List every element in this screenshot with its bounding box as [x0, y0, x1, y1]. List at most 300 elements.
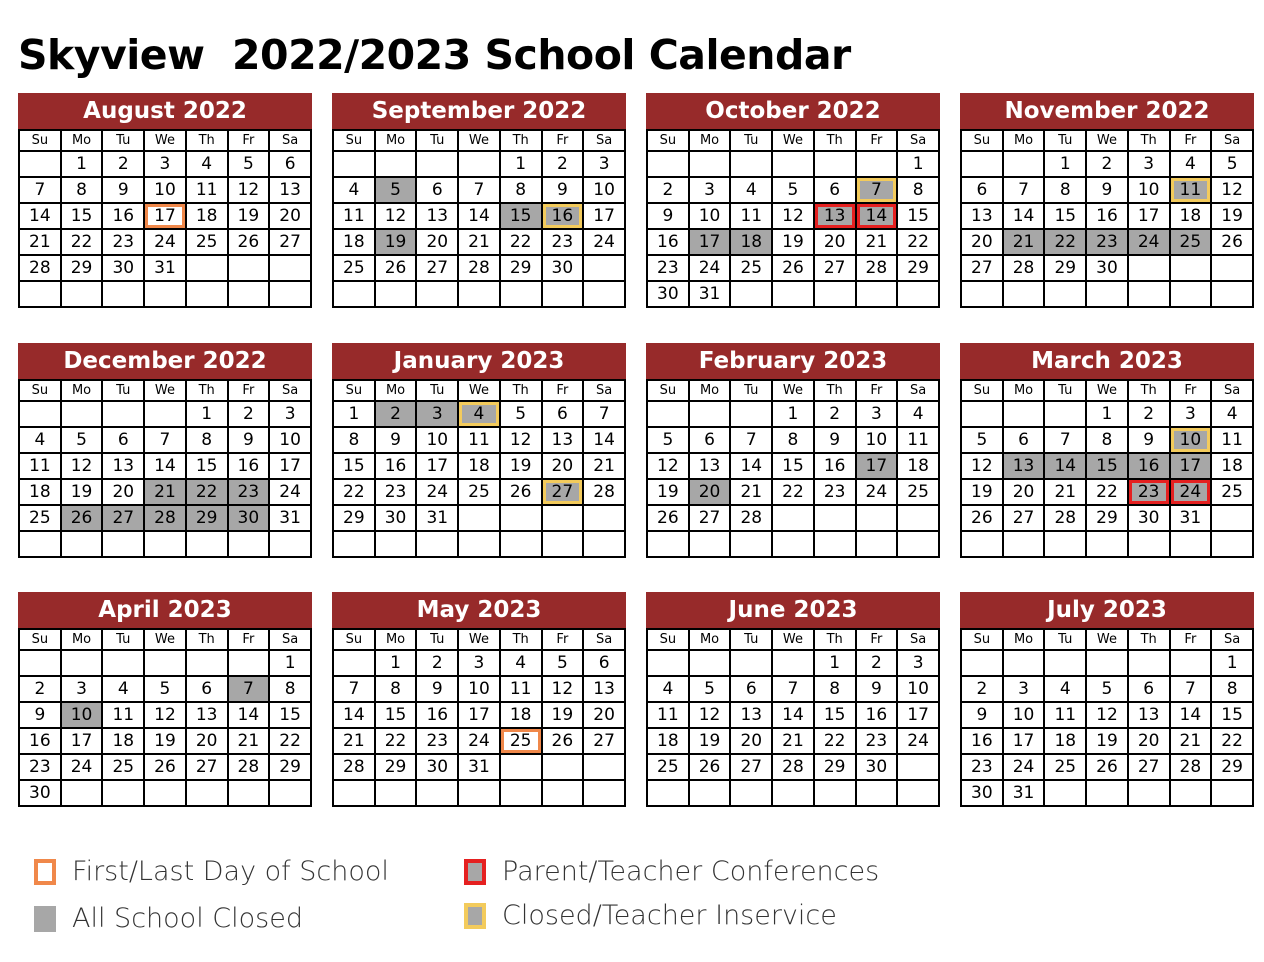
- day-cell: 5: [1086, 676, 1128, 702]
- day-cell: 20: [1003, 479, 1045, 505]
- day-cell: 28: [772, 754, 814, 780]
- weekday-header: Mo: [1003, 130, 1045, 151]
- empty-day-cell: [1128, 255, 1170, 281]
- day-cell: 6: [416, 177, 458, 203]
- day-cell: 8: [186, 427, 228, 453]
- day-cell: 11: [19, 453, 61, 479]
- empty-day-cell: [583, 255, 625, 281]
- day-cell: 4: [1170, 151, 1212, 177]
- legend-ptc-label: Parent/Teacher Conferences: [502, 856, 880, 887]
- month-calendar: [18, 93, 312, 308]
- day-cell: 29: [1044, 255, 1086, 281]
- month-calendar: [18, 343, 312, 558]
- weekday-header: Sa: [897, 130, 939, 151]
- day-cell: 9: [542, 177, 584, 203]
- day-cell: 5: [144, 676, 186, 702]
- day-cell: 27: [730, 754, 772, 780]
- empty-day-cell: [333, 531, 375, 557]
- day-cell: 20: [269, 203, 311, 229]
- empty-day-cell: [772, 531, 814, 557]
- day-cell: 27: [416, 255, 458, 281]
- day-cell: 3: [1170, 401, 1212, 427]
- day-cell: 23: [814, 479, 856, 505]
- day-cell: 7: [1170, 676, 1212, 702]
- day-cell: 17: [1128, 203, 1170, 229]
- empty-day-cell: [814, 531, 856, 557]
- day-cell: 13: [102, 453, 144, 479]
- empty-day-cell: [186, 650, 228, 676]
- weekday-header: Tu: [416, 629, 458, 650]
- day-cell: 23: [1128, 479, 1170, 505]
- day-cell: 16: [375, 453, 417, 479]
- day-cell: 4: [458, 401, 500, 427]
- day-cell: 17: [897, 702, 939, 728]
- empty-day-cell: [647, 650, 689, 676]
- weekday-header: Tu: [102, 629, 144, 650]
- day-cell: 15: [61, 203, 103, 229]
- day-cell: 14: [1170, 702, 1212, 728]
- day-cell: 25: [647, 754, 689, 780]
- day-cell: 12: [1086, 702, 1128, 728]
- empty-day-cell: [730, 650, 772, 676]
- day-cell: 6: [1003, 427, 1045, 453]
- day-cell: 6: [689, 427, 731, 453]
- day-cell: 15: [333, 453, 375, 479]
- day-cell: 23: [416, 728, 458, 754]
- day-cell: 18: [730, 229, 772, 255]
- day-cell: 26: [961, 505, 1003, 531]
- day-cell: 19: [1086, 728, 1128, 754]
- empty-day-cell: [542, 531, 584, 557]
- day-cell: 11: [1044, 702, 1086, 728]
- empty-day-cell: [269, 780, 311, 806]
- day-cell: 14: [228, 702, 270, 728]
- day-cell: 16: [961, 728, 1003, 754]
- day-cell: 15: [897, 203, 939, 229]
- weekday-header: Fr: [856, 130, 898, 151]
- day-cell: 24: [689, 255, 731, 281]
- weekday-header: Th: [500, 629, 542, 650]
- weekday-header: We: [1086, 380, 1128, 401]
- empty-day-cell: [186, 255, 228, 281]
- empty-day-cell: [1086, 650, 1128, 676]
- month-title: April 2023: [18, 592, 312, 628]
- day-cell: 8: [1086, 427, 1128, 453]
- day-cell: 21: [19, 229, 61, 255]
- day-cell: 10: [144, 177, 186, 203]
- day-cell: 1: [897, 151, 939, 177]
- legend-inservice: [464, 900, 837, 931]
- empty-day-cell: [542, 780, 584, 806]
- empty-day-cell: [542, 505, 584, 531]
- month-title: September 2022: [332, 93, 626, 129]
- empty-day-cell: [772, 505, 814, 531]
- day-cell: 8: [333, 427, 375, 453]
- month-calendar: [960, 343, 1254, 558]
- day-cell: 16: [1086, 203, 1128, 229]
- weekday-header: Th: [186, 130, 228, 151]
- day-cell: 16: [102, 203, 144, 229]
- month-grid: [646, 379, 940, 558]
- day-cell: 20: [961, 229, 1003, 255]
- day-cell: 24: [1170, 479, 1212, 505]
- day-cell: 15: [1044, 203, 1086, 229]
- day-cell: 13: [730, 702, 772, 728]
- weekday-header: Tu: [730, 629, 772, 650]
- day-cell: 21: [583, 453, 625, 479]
- day-cell: 17: [458, 702, 500, 728]
- day-cell: 8: [814, 676, 856, 702]
- month-grid: [646, 129, 940, 308]
- day-cell: 24: [1128, 229, 1170, 255]
- day-cell: 20: [814, 229, 856, 255]
- empty-day-cell: [772, 650, 814, 676]
- day-cell: 9: [814, 427, 856, 453]
- weekday-header: Mo: [375, 130, 417, 151]
- day-cell: 21: [856, 229, 898, 255]
- day-cell: 26: [689, 754, 731, 780]
- weekday-header: Su: [19, 629, 61, 650]
- day-cell: 21: [1170, 728, 1212, 754]
- day-cell: 10: [458, 676, 500, 702]
- empty-day-cell: [647, 780, 689, 806]
- empty-day-cell: [269, 281, 311, 307]
- day-cell: 6: [542, 401, 584, 427]
- day-cell: 15: [772, 453, 814, 479]
- day-cell: 12: [542, 676, 584, 702]
- day-cell: 15: [1211, 702, 1253, 728]
- day-cell: 18: [186, 203, 228, 229]
- day-cell: 28: [19, 255, 61, 281]
- day-cell: 23: [961, 754, 1003, 780]
- month-calendar: [646, 93, 940, 308]
- weekday-header: Su: [333, 130, 375, 151]
- day-cell: 18: [102, 728, 144, 754]
- day-cell: 24: [1003, 754, 1045, 780]
- day-cell: 9: [647, 203, 689, 229]
- weekday-header: Tu: [1044, 380, 1086, 401]
- day-cell: 4: [102, 676, 144, 702]
- page-title: Skyview 2022/2023 School Calendar: [18, 31, 851, 79]
- empty-day-cell: [689, 780, 731, 806]
- day-cell: 4: [1211, 401, 1253, 427]
- day-cell: 30: [102, 255, 144, 281]
- empty-day-cell: [19, 151, 61, 177]
- day-cell: 24: [269, 479, 311, 505]
- day-cell: 13: [186, 702, 228, 728]
- month-grid: [960, 129, 1254, 308]
- first-last-swatch-icon: [34, 859, 56, 885]
- weekday-header: Mo: [375, 380, 417, 401]
- day-cell: 23: [542, 229, 584, 255]
- day-cell: 10: [269, 427, 311, 453]
- day-cell: 17: [416, 453, 458, 479]
- day-cell: 14: [856, 203, 898, 229]
- legend-first-last-label: First/Last Day of School: [72, 856, 389, 887]
- day-cell: 7: [333, 676, 375, 702]
- day-cell: 23: [228, 479, 270, 505]
- day-cell: 25: [1044, 754, 1086, 780]
- day-cell: 11: [897, 427, 939, 453]
- weekday-header: Mo: [375, 629, 417, 650]
- day-cell: 19: [144, 728, 186, 754]
- weekday-header: Fr: [542, 130, 584, 151]
- month-calendar: [18, 592, 312, 807]
- day-cell: 24: [856, 479, 898, 505]
- day-cell: 14: [1044, 453, 1086, 479]
- day-cell: 11: [458, 427, 500, 453]
- day-cell: 21: [228, 728, 270, 754]
- day-cell: 30: [19, 780, 61, 806]
- day-cell: 29: [814, 754, 856, 780]
- day-cell: 22: [61, 229, 103, 255]
- empty-day-cell: [961, 281, 1003, 307]
- empty-day-cell: [1170, 281, 1212, 307]
- weekday-header: Sa: [269, 380, 311, 401]
- day-cell: 26: [542, 728, 584, 754]
- day-cell: 3: [144, 151, 186, 177]
- empty-day-cell: [500, 281, 542, 307]
- empty-day-cell: [583, 754, 625, 780]
- day-cell: 19: [375, 229, 417, 255]
- weekday-header: Tu: [1044, 629, 1086, 650]
- weekday-header: Su: [333, 629, 375, 650]
- empty-day-cell: [1044, 780, 1086, 806]
- day-cell: 19: [772, 229, 814, 255]
- weekday-header: Tu: [416, 130, 458, 151]
- empty-day-cell: [961, 531, 1003, 557]
- day-cell: 1: [814, 650, 856, 676]
- day-cell: 27: [542, 479, 584, 505]
- month-title: October 2022: [646, 93, 940, 129]
- day-cell: 28: [730, 505, 772, 531]
- day-cell: 12: [772, 203, 814, 229]
- day-cell: 10: [689, 203, 731, 229]
- empty-day-cell: [458, 531, 500, 557]
- day-cell: 29: [333, 505, 375, 531]
- day-cell: 16: [647, 229, 689, 255]
- day-cell: 14: [730, 453, 772, 479]
- day-cell: 4: [1044, 676, 1086, 702]
- weekday-header: We: [772, 629, 814, 650]
- weekday-header: Th: [186, 380, 228, 401]
- month-grid: [332, 379, 626, 558]
- empty-day-cell: [144, 780, 186, 806]
- day-cell: 25: [186, 229, 228, 255]
- day-cell: 12: [144, 702, 186, 728]
- day-cell: 21: [458, 229, 500, 255]
- day-cell: 12: [375, 203, 417, 229]
- day-cell: 14: [19, 203, 61, 229]
- empty-day-cell: [1044, 401, 1086, 427]
- day-cell: 7: [1003, 177, 1045, 203]
- weekday-header: Th: [1128, 130, 1170, 151]
- day-cell: 21: [144, 479, 186, 505]
- empty-day-cell: [856, 780, 898, 806]
- day-cell: 7: [228, 676, 270, 702]
- weekday-header: Th: [814, 130, 856, 151]
- day-cell: 12: [961, 453, 1003, 479]
- empty-day-cell: [61, 531, 103, 557]
- day-cell: 30: [375, 505, 417, 531]
- day-cell: 22: [269, 728, 311, 754]
- empty-day-cell: [1003, 531, 1045, 557]
- empty-day-cell: [1128, 281, 1170, 307]
- day-cell: 4: [647, 676, 689, 702]
- empty-day-cell: [144, 401, 186, 427]
- weekday-header: Th: [500, 380, 542, 401]
- day-cell: 6: [102, 427, 144, 453]
- day-cell: 3: [583, 151, 625, 177]
- day-cell: 9: [1128, 427, 1170, 453]
- empty-day-cell: [647, 401, 689, 427]
- empty-day-cell: [458, 505, 500, 531]
- day-cell: 25: [102, 754, 144, 780]
- day-cell: 1: [772, 401, 814, 427]
- day-cell: 31: [458, 754, 500, 780]
- weekday-header: Tu: [102, 380, 144, 401]
- weekday-header: Su: [647, 629, 689, 650]
- day-cell: 28: [228, 754, 270, 780]
- day-cell: 4: [897, 401, 939, 427]
- day-cell: 26: [1086, 754, 1128, 780]
- empty-day-cell: [814, 281, 856, 307]
- empty-day-cell: [458, 281, 500, 307]
- day-cell: 27: [102, 505, 144, 531]
- day-cell: 1: [1044, 151, 1086, 177]
- day-cell: 18: [1044, 728, 1086, 754]
- day-cell: 24: [144, 229, 186, 255]
- day-cell: 22: [333, 479, 375, 505]
- day-cell: 2: [19, 676, 61, 702]
- day-cell: 18: [1211, 453, 1253, 479]
- day-cell: 18: [333, 229, 375, 255]
- day-cell: 18: [1170, 203, 1212, 229]
- empty-day-cell: [583, 505, 625, 531]
- day-cell: 13: [1003, 453, 1045, 479]
- day-cell: 23: [375, 479, 417, 505]
- weekday-header: Th: [1128, 629, 1170, 650]
- day-cell: 14: [333, 702, 375, 728]
- day-cell: 15: [814, 702, 856, 728]
- empty-day-cell: [102, 531, 144, 557]
- day-cell: 17: [269, 453, 311, 479]
- day-cell: 8: [897, 177, 939, 203]
- day-cell: 31: [144, 255, 186, 281]
- empty-day-cell: [1211, 255, 1253, 281]
- empty-day-cell: [228, 780, 270, 806]
- day-cell: 29: [61, 255, 103, 281]
- empty-day-cell: [500, 754, 542, 780]
- day-cell: 5: [61, 427, 103, 453]
- day-cell: 20: [186, 728, 228, 754]
- empty-day-cell: [1044, 650, 1086, 676]
- empty-day-cell: [897, 505, 939, 531]
- empty-day-cell: [144, 650, 186, 676]
- day-cell: 30: [856, 754, 898, 780]
- day-cell: 9: [961, 702, 1003, 728]
- day-cell: 7: [144, 427, 186, 453]
- day-cell: 17: [1003, 728, 1045, 754]
- month-title: December 2022: [18, 343, 312, 379]
- day-cell: 4: [186, 151, 228, 177]
- weekday-header: We: [1086, 130, 1128, 151]
- day-cell: 7: [583, 401, 625, 427]
- day-cell: 3: [689, 177, 731, 203]
- day-cell: 1: [1211, 650, 1253, 676]
- weekday-header: We: [458, 130, 500, 151]
- weekday-header: Sa: [269, 130, 311, 151]
- day-cell: 1: [375, 650, 417, 676]
- day-cell: 10: [856, 427, 898, 453]
- empty-day-cell: [458, 151, 500, 177]
- day-cell: 28: [333, 754, 375, 780]
- month-calendar: [960, 592, 1254, 807]
- legend-inservice-label: Closed/Teacher Inservice: [502, 900, 837, 931]
- weekday-header: Th: [500, 130, 542, 151]
- empty-day-cell: [375, 151, 417, 177]
- empty-day-cell: [583, 531, 625, 557]
- day-cell: 27: [689, 505, 731, 531]
- weekday-header: We: [772, 380, 814, 401]
- month-calendar: [646, 343, 940, 558]
- day-cell: 16: [19, 728, 61, 754]
- day-cell: 13: [814, 203, 856, 229]
- day-cell: 13: [1128, 702, 1170, 728]
- weekday-header: Tu: [416, 380, 458, 401]
- weekday-header: Mo: [689, 629, 731, 650]
- empty-day-cell: [228, 255, 270, 281]
- day-cell: 21: [1044, 479, 1086, 505]
- empty-day-cell: [772, 780, 814, 806]
- day-cell: 30: [416, 754, 458, 780]
- day-cell: 19: [542, 702, 584, 728]
- day-cell: 5: [961, 427, 1003, 453]
- empty-day-cell: [375, 281, 417, 307]
- day-cell: 17: [61, 728, 103, 754]
- day-cell: 21: [1003, 229, 1045, 255]
- month-title: February 2023: [646, 343, 940, 379]
- day-cell: 17: [689, 229, 731, 255]
- day-cell: 8: [1044, 177, 1086, 203]
- day-cell: 13: [583, 676, 625, 702]
- day-cell: 2: [647, 177, 689, 203]
- day-cell: 25: [897, 479, 939, 505]
- month-grid: [332, 628, 626, 807]
- day-cell: 27: [186, 754, 228, 780]
- empty-day-cell: [689, 401, 731, 427]
- day-cell: 23: [1086, 229, 1128, 255]
- closed-swatch-icon: [34, 906, 56, 932]
- empty-day-cell: [269, 531, 311, 557]
- day-cell: 9: [375, 427, 417, 453]
- day-cell: 22: [1044, 229, 1086, 255]
- empty-day-cell: [1128, 650, 1170, 676]
- day-cell: 8: [500, 177, 542, 203]
- day-cell: 26: [647, 505, 689, 531]
- day-cell: 11: [730, 203, 772, 229]
- empty-day-cell: [186, 531, 228, 557]
- legend-closed-label: All School Closed: [72, 903, 303, 934]
- day-cell: 6: [186, 676, 228, 702]
- month-title: August 2022: [18, 93, 312, 129]
- day-cell: 20: [416, 229, 458, 255]
- day-cell: 10: [1003, 702, 1045, 728]
- empty-day-cell: [856, 151, 898, 177]
- empty-day-cell: [500, 505, 542, 531]
- day-cell: 15: [500, 203, 542, 229]
- day-cell: 2: [228, 401, 270, 427]
